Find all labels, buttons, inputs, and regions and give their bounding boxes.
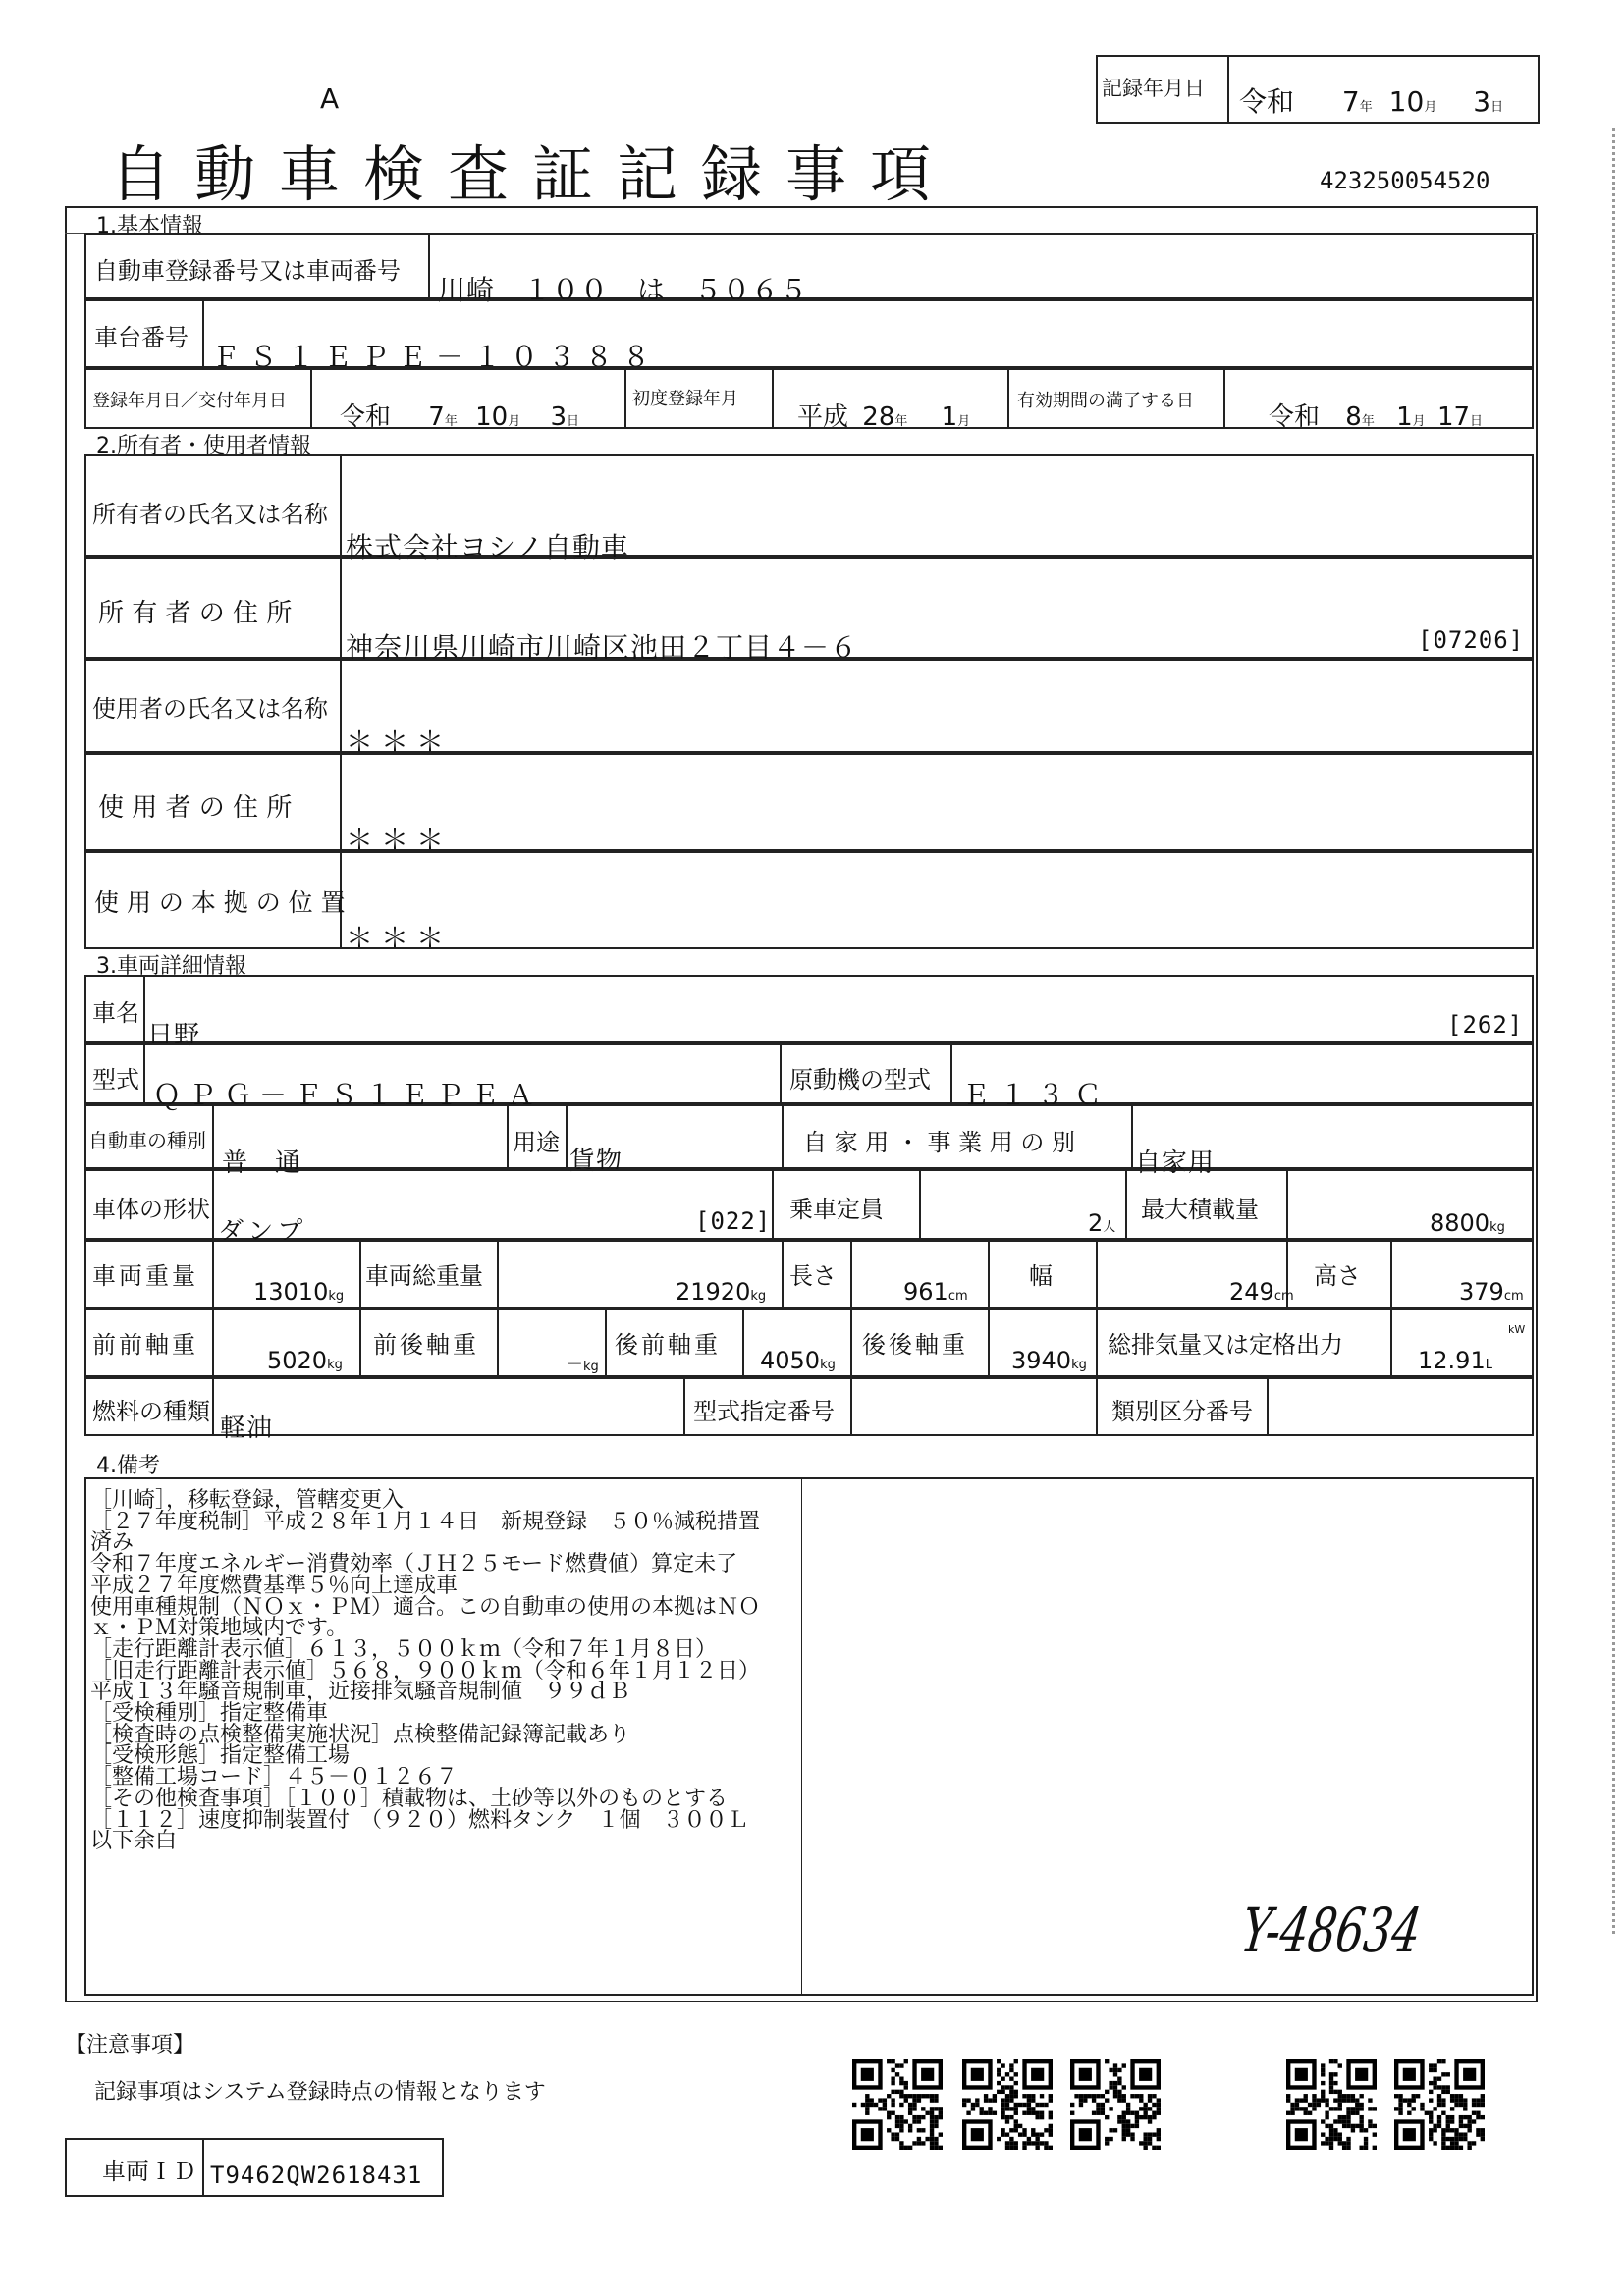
height-unit: cm [1503,1289,1524,1304]
qr-code-1 [852,2059,943,2150]
max-load-label: 最大積載量 [1141,1196,1259,1223]
rr-axle-value [1011,1347,1087,1374]
rf-axle-number: 4050 [760,1347,821,1374]
car-name-row [84,975,1534,1043]
reg-date-year: 7 [428,402,445,432]
first-reg-label: 初度登録年月 [632,389,738,409]
fr-axle-number: － [566,1355,583,1375]
chassis-label: 車台番号 [94,324,189,351]
type-value: 普 通 [222,1148,302,1178]
vehicle-id-label: 車両ＩＤ [102,2158,196,2185]
remark-line: ［整備工場コード］４５－０１２６７ [90,1765,459,1790]
width-value [1229,1278,1294,1306]
remark-line: 使用車種規制（ＮＯｘ・ＰＭ）適合。この自動車の使用の本拠はＮＯ [90,1594,761,1620]
record-date-year-unit: 年 [1359,100,1373,115]
reg-number-label: 自動車登録番号又は車両番号 [94,257,401,285]
fr-axle-label: 前後軸重 [373,1331,479,1359]
reg-date-month-unit: 月 [508,414,521,429]
gross-number: 21920 [676,1278,751,1306]
reg-number-value: 川崎 １００ は ５０６５ [438,274,809,306]
displacement-value [1418,1347,1492,1374]
user-addr-value: ＊＊＊ [346,824,453,856]
displacement-label: 総排気量又は定格出力 [1108,1331,1343,1359]
reg-date-year-unit: 年 [444,414,458,429]
fr-axle-value [566,1351,599,1376]
qr-code-4 [1286,2059,1377,2150]
length-number: 961 [903,1278,948,1306]
first-reg-month-unit: 月 [957,414,971,429]
type-designation-label: 型式指定番号 [693,1398,835,1425]
user-addr-label: 使 用 者 の 住 所 [98,793,293,823]
width-label: 幅 [1029,1262,1053,1290]
record-date-day: 3 [1473,85,1491,118]
section-4-title: 4.備考 [96,1454,160,1478]
reg-date-value [340,397,579,433]
section-2-title: 2.所有者・使用者情報 [96,434,311,458]
remarks-list [90,1490,797,1852]
engine-value: Ｅ１３Ｃ [962,1079,1112,1111]
expiry-month: 1 [1396,402,1413,432]
remark-line: 済み [90,1530,135,1556]
qr-code-2 [962,2059,1053,2150]
weight-value [253,1278,344,1306]
user-addr-row [84,753,1534,851]
type-label: 自動車の種別 [88,1129,206,1152]
private-business-value: 自家用 [1135,1148,1216,1178]
class-label: 類別区分番号 [1111,1398,1253,1425]
expiry-year-unit: 年 [1361,414,1375,429]
use-label: 用途 [513,1129,560,1156]
capacity-value [1088,1209,1115,1237]
owner-addr-value: 神奈川県川崎市川崎区池田２丁目４－６ [346,631,859,664]
document-number: 423250054520 [1320,167,1490,194]
capacity-unit: 人 [1103,1220,1116,1235]
remark-line: ［検査時の点検整備実施状況］点検整備記録簿記載あり [90,1722,631,1747]
qr-code-5 [1394,2059,1485,2150]
record-date-month: 10 [1388,85,1425,118]
private-business-label: 自 家 用 ・ 事 業 用 の 別 [803,1129,1076,1156]
remark-line: ［走行距離計表示値］６１３，５００ｋｍ（令和７年１月８日） [90,1636,718,1662]
record-date-era: 令和 [1239,85,1295,118]
user-name-value: ＊＊＊ [346,725,453,758]
displacement-unit-kw: kW [1508,1323,1526,1336]
expiry-year: 8 [1345,402,1362,432]
rf-axle-unit: kg [820,1358,836,1372]
rf-axle-value [760,1347,836,1374]
remark-line: 平成２７年度燃費基準５％向上達成車 [90,1573,459,1598]
handwritten-note: Y-48634 [1236,1895,1426,1966]
reg-date-day-unit: 日 [567,414,580,429]
remark-line: ［旧走行距離計表示値］５６８，９００ｋｍ（令和６年１月１２日） [90,1658,761,1683]
max-load-unit: kg [1489,1220,1505,1235]
first-reg-year-unit: 年 [894,414,908,429]
ff-axle-label: 前前軸重 [92,1331,198,1359]
height-value [1459,1278,1524,1306]
expiry-value [1269,397,1483,433]
model-label: 型式 [92,1066,139,1094]
section-1-title: 1.基本情報 [96,214,203,239]
remark-line: 以下余白 [90,1829,178,1854]
car-name-label: 車名 [92,999,139,1027]
reg-date-month: 10 [475,402,509,432]
remark-line: ［受検形態］指定整備工場 [90,1743,351,1769]
use-value: 貨物 [569,1147,623,1176]
displacement-unit-l: L [1485,1358,1492,1372]
page-title: 自動車検査証記録事項 [110,138,955,210]
weight-unit: kg [328,1289,345,1304]
user-name-label: 使用者の氏名又は名称 [92,695,328,722]
rr-axle-unit: kg [1071,1358,1087,1372]
body-value: ダンプ [218,1217,307,1247]
reg-date-day: 3 [550,402,568,432]
rf-axle-label: 後前軸重 [615,1331,721,1359]
weight-label: 車両重量 [92,1262,198,1290]
remark-line: ［その他検査事項］［１００］積載物は、土砂等以外のものとする [90,1786,729,1811]
gross-label: 車両総重量 [365,1262,483,1290]
length-unit: cm [947,1289,968,1304]
record-date-month-unit: 月 [1424,100,1437,115]
vehicle-id-value: T9462QW2618431 [210,2162,423,2189]
remark-line: ［２７年度税制］平成２８年１月１４日 新規登録 ５０％減税措置 [90,1509,761,1534]
notice-title: 【注意事項】 [65,2033,195,2057]
base-value: ＊＊＊ [346,922,453,954]
max-load-number: 8800 [1430,1209,1490,1237]
record-date-year: 7 [1341,85,1360,118]
fr-axle-unit: kg [583,1360,599,1374]
model-value: ＱＰＧ－ＦＳ１ＥＰＥＡ [153,1079,543,1111]
record-date-day-unit: 日 [1490,100,1504,115]
first-reg-era: 平成 [797,402,849,432]
first-reg-value [797,397,970,433]
remark-line: ［１１２］速度抑制装置付 （９２０）燃料タンク １個 ３００Ｌ [90,1807,749,1833]
capacity-number: 2 [1088,1209,1104,1237]
car-name-value: 日野 [147,1021,201,1050]
ff-axle-value [267,1347,343,1374]
fuel-label: 燃料の種類 [92,1398,210,1425]
first-reg-month: 1 [941,402,958,432]
reg-date-label: 登録年月日／交付年月日 [92,391,287,411]
expiry-month-unit: 月 [1412,414,1426,429]
remark-line: ｘ・ＰＭ対策地域内です。 [90,1616,349,1641]
remark-line: ［川崎］，移転登録，管轄変更入 [90,1488,405,1513]
height-label: 高さ [1314,1262,1361,1290]
record-date-label: 記録年月日 [1102,77,1205,100]
remark-line: ［受検種別］指定整備車 [90,1701,329,1727]
rr-axle-number: 3940 [1011,1347,1072,1374]
weight-number: 13010 [253,1278,329,1306]
remark-line: 平成１３年騒音規制車，近接排気騒音規制値 ９９ｄＢ [90,1680,631,1705]
section-3-title: 3.車両詳細情報 [96,954,246,979]
engine-label: 原動機の型式 [789,1066,931,1094]
expiry-era: 令和 [1269,402,1321,432]
expiry-label: 有効期間の満了する日 [1017,391,1194,411]
chassis-value: ＦＳ１ＥＰＥ－１０３８８ [212,341,661,373]
expiry-day: 17 [1436,402,1471,432]
body-code: [022] [695,1207,772,1235]
page-marker: A [320,82,340,115]
length-value [903,1278,968,1306]
body-label: 車体の形状 [92,1196,210,1223]
owner-addr-label: 所 有 者 の 住 所 [98,599,293,628]
displacement-number: 12.91 [1418,1347,1486,1374]
qr-code-3 [1070,2059,1161,2150]
capacity-label: 乗車定員 [789,1196,884,1223]
fuel-value: 軽油 [220,1414,274,1443]
gross-value [676,1278,766,1306]
max-load-value [1430,1209,1505,1237]
ff-axle-unit: kg [327,1358,343,1372]
car-name-code: [262] [1447,1011,1524,1039]
rr-axle-label: 後後軸重 [862,1331,968,1359]
owner-addr-code: [07206] [1418,626,1525,654]
right-edge-mark [1612,128,1615,1934]
remark-line: 令和７年度エネルギー消費効率（ＪＨ２５モード燃費値）算定未了 [90,1552,738,1577]
width-number: 249 [1229,1278,1274,1306]
reg-date-era: 令和 [340,402,392,432]
expiry-day-unit: 日 [1470,414,1484,429]
height-number: 379 [1459,1278,1504,1306]
gross-unit: kg [750,1289,767,1304]
record-date-value [1239,80,1503,120]
width-unit: cm [1273,1289,1294,1304]
ff-axle-number: 5020 [267,1347,328,1374]
first-reg-year: 28 [862,402,895,432]
owner-name-value: 株式会社ヨシノ自動車 [346,531,629,563]
length-label: 長さ [789,1262,837,1290]
notice-text: 記録事項はシステム登録時点の情報となります [94,2080,546,2105]
owner-name-label: 所有者の氏名又は名称 [92,501,328,528]
base-label: 使 用 の 本 拠 の 位 置 [94,888,346,917]
